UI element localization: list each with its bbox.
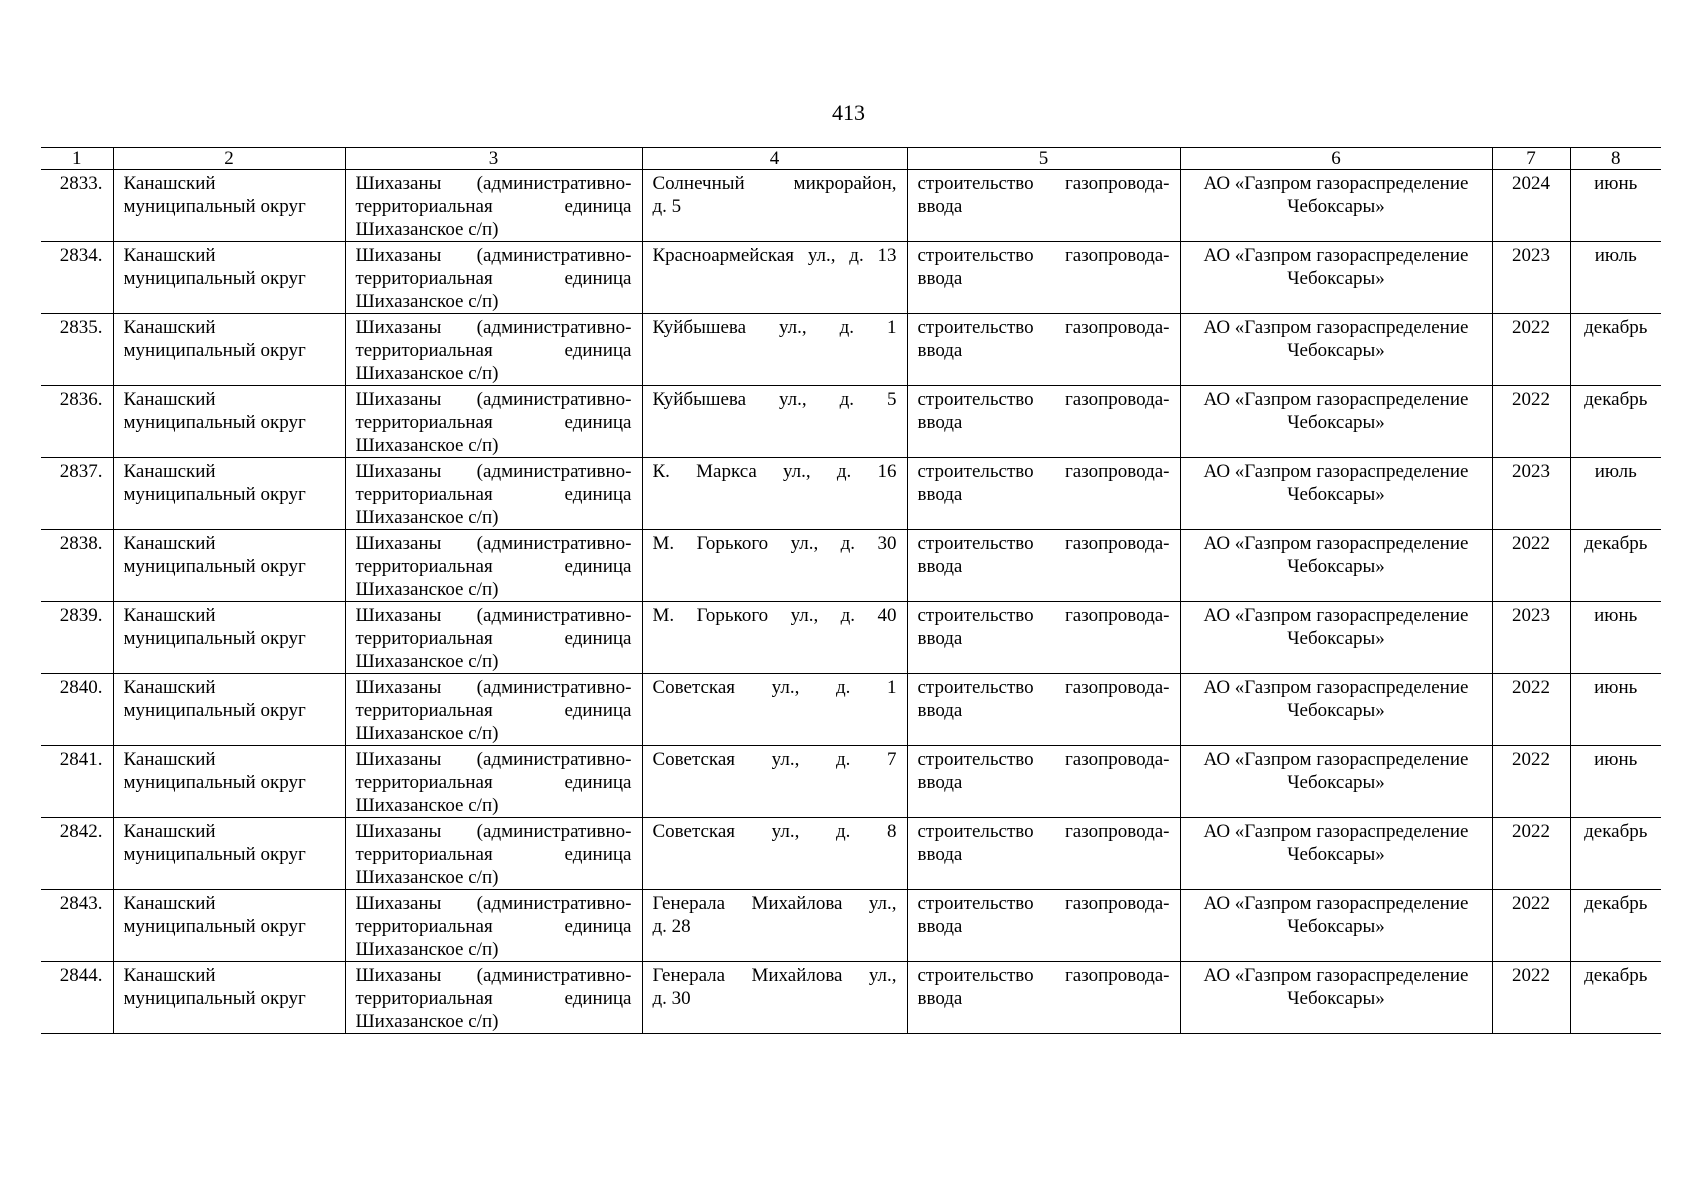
organization-cell: АО «Газпром газораспределение Чебоксары» <box>1180 602 1492 674</box>
work-type-text: строительство газопровода-ввода <box>917 389 1170 433</box>
settlement-text: Шихазаны (административно-территориальная единица Шихазанское с/п) <box>355 317 632 384</box>
work-type-text: строительство газопровода-ввода <box>917 245 1170 289</box>
organization-cell: АО «Газпром газораспределение Чебоксары» <box>1180 674 1492 746</box>
header-cell: 7 <box>1492 148 1570 170</box>
organization-cell: АО «Газпром газораспределение Чебоксары» <box>1180 746 1492 818</box>
header-cell: 3 <box>345 148 642 170</box>
organization-cell: АО «Газпром газораспределение Чебоксары» <box>1180 962 1492 1034</box>
address-line-2: д. 30 <box>652 988 691 1009</box>
table-row <box>41 458 1661 530</box>
address-line-1: Куйбышева ул., д. 5 <box>652 389 897 410</box>
header-cell: 5 <box>907 148 1180 170</box>
address-line-1: Советская ул., д. 7 <box>652 749 897 770</box>
work-type-text: строительство газопровода-ввода <box>917 821 1170 865</box>
year-cell: 2022 <box>1492 746 1570 818</box>
year-cell: 2022 <box>1492 674 1570 746</box>
work-type-text: строительство газопровода-ввода <box>917 965 1170 1009</box>
work-type-text: строительство газопровода-ввода <box>917 605 1170 649</box>
work-type-cell <box>907 962 1180 1034</box>
address-cell <box>642 962 907 1034</box>
row-number: 2833. <box>41 170 113 242</box>
district-text: Канашский муниципальный округ <box>123 965 306 1009</box>
row-number: 2835. <box>41 314 113 386</box>
settlement-text: Шихазаны (административно-территориальная единица Шихазанское с/п) <box>355 533 632 600</box>
header-cell: 2 <box>113 148 345 170</box>
row-number: 2842. <box>41 818 113 890</box>
year-cell: 2022 <box>1492 962 1570 1034</box>
settlement-text: Шихазаны (административно-территориальная единица Шихазанское с/п) <box>355 893 632 960</box>
settlement-text: Шихазаны (административно-территориальная единица Шихазанское с/п) <box>355 677 632 744</box>
district-text: Канашский муниципальный округ <box>123 173 306 217</box>
year-cell: 2024 <box>1492 170 1570 242</box>
settlement-cell <box>345 890 642 962</box>
row-number: 2841. <box>41 746 113 818</box>
work-type-cell <box>907 602 1180 674</box>
table-row <box>41 602 1661 674</box>
settlement-cell <box>345 818 642 890</box>
row-number: 2844. <box>41 962 113 1034</box>
year-cell: 2022 <box>1492 530 1570 602</box>
table-row <box>41 242 1661 314</box>
address-cell <box>642 386 907 458</box>
district-cell <box>113 242 345 314</box>
month-cell: декабрь <box>1570 890 1661 962</box>
district-text: Канашский муниципальный округ <box>123 821 306 865</box>
district-text: Канашский муниципальный округ <box>123 389 306 433</box>
month-cell: июнь <box>1570 674 1661 746</box>
district-cell <box>113 314 345 386</box>
header-cell: 1 <box>41 148 113 170</box>
work-type-cell <box>907 746 1180 818</box>
month-cell: декабрь <box>1570 818 1661 890</box>
month-cell: июнь <box>1570 170 1661 242</box>
work-type-cell <box>907 386 1180 458</box>
address-cell <box>642 674 907 746</box>
district-cell <box>113 602 345 674</box>
work-type-text: строительство газопровода-ввода <box>917 677 1170 721</box>
year-cell: 2022 <box>1492 818 1570 890</box>
settlement-text: Шихазаны (административно-территориальная единица Шихазанское с/п) <box>355 749 632 816</box>
work-type-cell <box>907 818 1180 890</box>
settlement-cell <box>345 746 642 818</box>
district-cell <box>113 746 345 818</box>
work-type-text: строительство газопровода-ввода <box>917 893 1170 937</box>
work-type-text: строительство газопровода-ввода <box>917 173 1170 217</box>
address-cell <box>642 458 907 530</box>
settlement-text: Шихазаны (административно-территориальная единица Шихазанское с/п) <box>355 965 632 1032</box>
address-line-2: д. 5 <box>652 196 682 217</box>
address-line-1: М. Горького ул., д. 40 <box>652 605 897 626</box>
address-line-1: Куйбышева ул., д. 1 <box>652 317 897 338</box>
address-cell <box>642 746 907 818</box>
table-row <box>41 170 1661 242</box>
work-type-cell <box>907 458 1180 530</box>
settlement-cell <box>345 242 642 314</box>
settlement-cell <box>345 314 642 386</box>
district-cell <box>113 386 345 458</box>
month-cell: декабрь <box>1570 962 1661 1034</box>
organization-cell: АО «Газпром газораспределение Чебоксары» <box>1180 242 1492 314</box>
district-text: Канашский муниципальный округ <box>123 461 306 505</box>
table-row <box>41 818 1661 890</box>
district-text: Канашский муниципальный округ <box>123 605 306 649</box>
address-line-1: Генерала Михайлова ул., <box>652 893 897 914</box>
row-number: 2843. <box>41 890 113 962</box>
district-cell <box>113 674 345 746</box>
address-line-1: Генерала Михайлова ул., <box>652 965 897 986</box>
district-text: Канашский муниципальный округ <box>123 893 306 937</box>
year-cell: 2023 <box>1492 458 1570 530</box>
address-line-2: д. 28 <box>652 916 691 937</box>
address-cell <box>642 314 907 386</box>
table-row <box>41 962 1661 1034</box>
table-row <box>41 746 1661 818</box>
row-number: 2836. <box>41 386 113 458</box>
address-line-1: Солнечный микрорайон, <box>652 173 897 194</box>
organization-cell: АО «Газпром газораспределение Чебоксары» <box>1180 170 1492 242</box>
month-cell: июль <box>1570 458 1661 530</box>
settlement-text: Шихазаны (административно-территориальная единица Шихазанское с/п) <box>355 605 632 672</box>
district-text: Канашский муниципальный округ <box>123 533 306 577</box>
settlement-cell <box>345 674 642 746</box>
table-row <box>41 386 1661 458</box>
district-cell <box>113 818 345 890</box>
page-number: 413 <box>832 100 865 125</box>
row-number: 2840. <box>41 674 113 746</box>
district-cell <box>113 962 345 1034</box>
header-cell: 6 <box>1180 148 1492 170</box>
settlement-text: Шихазаны (административно-территориальная единица Шихазанское с/п) <box>355 245 632 312</box>
organization-cell: АО «Газпром газораспределение Чебоксары» <box>1180 530 1492 602</box>
organization-cell: АО «Газпром газораспределение Чебоксары» <box>1180 818 1492 890</box>
work-type-cell <box>907 890 1180 962</box>
address-line-1: Советская ул., д. 8 <box>652 821 897 842</box>
settlement-text: Шихазаны (административно-территориальная единица Шихазанское с/п) <box>355 461 632 528</box>
organization-cell: АО «Газпром газораспределение Чебоксары» <box>1180 386 1492 458</box>
organization-cell: АО «Газпром газораспределение Чебоксары» <box>1180 458 1492 530</box>
settlement-cell <box>345 530 642 602</box>
table-row <box>41 890 1661 962</box>
year-cell: 2022 <box>1492 386 1570 458</box>
district-cell <box>113 458 345 530</box>
work-type-text: строительство газопровода-ввода <box>917 749 1170 793</box>
month-cell: июнь <box>1570 602 1661 674</box>
row-number: 2834. <box>41 242 113 314</box>
row-number: 2839. <box>41 602 113 674</box>
year-cell: 2023 <box>1492 602 1570 674</box>
header-row <box>41 148 1661 170</box>
work-type-cell <box>907 314 1180 386</box>
table-row <box>41 674 1661 746</box>
district-text: Канашский муниципальный округ <box>123 677 306 721</box>
work-type-text: строительство газопровода-ввода <box>917 533 1170 577</box>
work-type-text: строительство газопровода-ввода <box>917 461 1170 505</box>
year-cell: 2022 <box>1492 890 1570 962</box>
month-cell: декабрь <box>1570 530 1661 602</box>
settlement-cell <box>345 170 642 242</box>
settlement-text: Шихазаны (административно-территориальная единица Шихазанское с/п) <box>355 173 632 240</box>
register-table <box>41 147 1661 1034</box>
table-row <box>41 530 1661 602</box>
row-number: 2837. <box>41 458 113 530</box>
address-line-1: К. Маркса ул., д. 16 <box>652 461 897 482</box>
address-cell <box>642 890 907 962</box>
address-line-1: М. Горького ул., д. 30 <box>652 533 897 554</box>
organization-cell: АО «Газпром газораспределение Чебоксары» <box>1180 314 1492 386</box>
district-cell <box>113 890 345 962</box>
address-line-1: Советская ул., д. 1 <box>652 677 897 698</box>
header-cell: 8 <box>1570 148 1661 170</box>
district-cell <box>113 170 345 242</box>
address-cell <box>642 242 907 314</box>
address-cell <box>642 602 907 674</box>
work-type-cell <box>907 674 1180 746</box>
address-cell <box>642 530 907 602</box>
work-type-cell <box>907 170 1180 242</box>
settlement-cell <box>345 962 642 1034</box>
row-number: 2838. <box>41 530 113 602</box>
address-line-1: Красноармейская ул., д. 13 <box>652 245 897 266</box>
month-cell: декабрь <box>1570 386 1661 458</box>
settlement-text: Шихазаны (административно-территориальная единица Шихазанское с/п) <box>355 821 632 888</box>
month-cell: июнь <box>1570 746 1661 818</box>
settlement-cell <box>345 386 642 458</box>
work-type-cell <box>907 242 1180 314</box>
district-cell <box>113 530 345 602</box>
work-type-cell <box>907 530 1180 602</box>
district-text: Канашский муниципальный округ <box>123 749 306 793</box>
year-cell: 2023 <box>1492 242 1570 314</box>
month-cell: июль <box>1570 242 1661 314</box>
district-text: Канашский муниципальный округ <box>123 317 306 361</box>
settlement-cell <box>345 602 642 674</box>
address-cell <box>642 170 907 242</box>
district-text: Канашский муниципальный округ <box>123 245 306 289</box>
table-row <box>41 314 1661 386</box>
settlement-text: Шихазаны (административно-территориальная единица Шихазанское с/п) <box>355 389 632 456</box>
work-type-text: строительство газопровода-ввода <box>917 317 1170 361</box>
address-cell <box>642 818 907 890</box>
settlement-cell <box>345 458 642 530</box>
header-cell: 4 <box>642 148 907 170</box>
month-cell: декабрь <box>1570 314 1661 386</box>
organization-cell: АО «Газпром газораспределение Чебоксары» <box>1180 890 1492 962</box>
year-cell: 2022 <box>1492 314 1570 386</box>
